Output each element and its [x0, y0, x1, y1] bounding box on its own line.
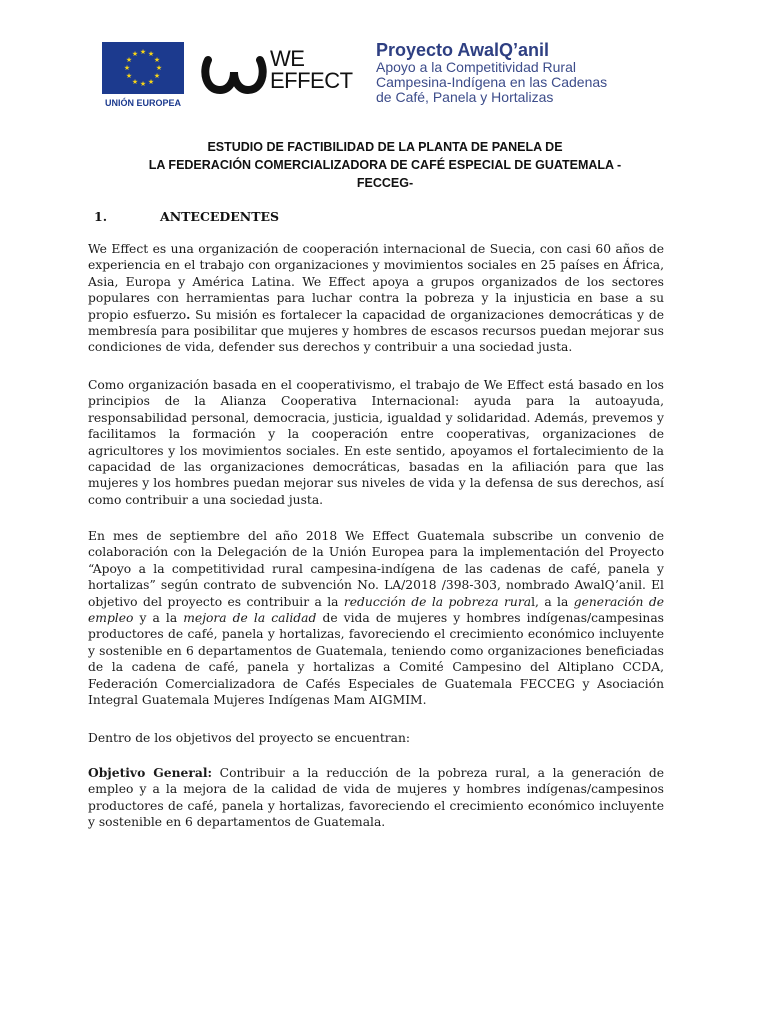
paragraph-3-italic-1: reducción de la pobreza rura — [343, 594, 532, 609]
svg-text:★: ★ — [131, 78, 139, 86]
svg-text:★: ★ — [155, 64, 163, 72]
paragraph-5 — [88, 765, 664, 831]
paragraph-1-dot: . — [186, 306, 191, 322]
svg-text:★: ★ — [153, 56, 161, 64]
section-title: ANTECEDENTES — [160, 209, 280, 224]
eu-stars-icon — [102, 42, 184, 94]
svg-text:★: ★ — [125, 72, 133, 80]
svg-text:★: ★ — [147, 78, 155, 86]
svg-text:★: ★ — [123, 64, 131, 72]
we-effect-mark-icon — [200, 50, 270, 98]
we-effect-line2: EFFECT — [270, 68, 353, 93]
svg-text:★: ★ — [125, 56, 133, 64]
title-line-1: ESTUDIO DE FACTIBILIDAD DE LA PLANTA DE PANELA DE — [207, 140, 563, 154]
svg-text:★: ★ — [131, 50, 139, 58]
we-effect-line1: WE — [270, 46, 305, 71]
eu-logo — [100, 40, 186, 110]
section-heading — [94, 209, 279, 224]
title-line-3: FECCEG- — [356, 176, 414, 190]
svg-text:★: ★ — [153, 72, 161, 80]
paragraph-1-text-b: Su misión es fortalecer la capacidad de organizaciones democráticas y de membresía para posibilitar que mujeres y hombres de escasos recursos puedan mejorar sus condiciones de vida, defender sus derechos y contribuir a una sociedad justa. — [88, 307, 664, 355]
project-subtitle-2: Campesina-Indígena en las Cadenas — [376, 74, 608, 90]
section-number: 1. — [94, 209, 108, 224]
project-title: Proyecto AwalQ’anil — [376, 40, 550, 60]
paragraph-1-text-a: We Effect es una organización de cooperación internacional de Suecia, con casi 60 años de experiencia en el trabajo con organizaciones y movimientos sociales en 25 países en África, Asia, Europa y América Latina. We Effect apoya a grupos organizados de los sectores populares con herramientas para luchar contra la pobreza y la injusticia en base a su propio esfuerzo — [88, 242, 664, 322]
paragraph-3-text-c: y a la — [133, 611, 184, 626]
project-subtitle-1: Apoyo a la Competitividad Rural — [376, 59, 576, 75]
paragraph-3 — [88, 528, 664, 708]
document-title — [90, 138, 680, 192]
svg-text:★: ★ — [147, 50, 155, 58]
objective-label: Objetivo General: — [88, 765, 213, 780]
project-block — [376, 40, 666, 105]
paragraph-3-italic-3: mejora de la calidad — [183, 611, 317, 626]
we-effect-wordmark — [270, 48, 353, 92]
we-effect-logo — [200, 46, 360, 100]
eu-label: UNIÓN EUROPEA — [104, 98, 181, 108]
title-line-2: LA FEDERACIÓN COMERCIALIZADORA DE CAFÉ ESPECIAL DE GUATEMALA - — [148, 158, 622, 172]
paragraph-3-text-a: En mes de septiembre del año 2018 We Effect Guatemala subscribe un convenio de colaboración con la Delegación de la Unión Europea para la implementación del Proyecto “Apoyo a la competitividad rural campesina-indígena de las cadenas de café, panela y hortalizas” según contrato de subvención No. LA/2018 /398-303, nombrado AwalQ’anil. El objetivo del proyecto es contribuir a la — [88, 529, 664, 609]
svg-text:★: ★ — [139, 80, 147, 88]
objective-text: Contribuir a la reducción de la pobreza rural, a la generación de empleo y a la mejora de la calidad de vida de mujeres y hombres indígenas/campesinos productores de café, panela y hortalizas, favoreciendo el crecimiento económico incluyente y sostenible en 6 departamentos de Guatemala. — [88, 766, 664, 830]
paragraph-3-text-d: de vida de mujeres y hombres indígenas/campesinas productores de café, panela y hortalizas, favoreciendo el crecimiento económico incluyente y sostenible en 6 departamentos de Guatemala, teniendo como organizaciones beneficiadas de la cadena de café, panela y hortalizas a Comité Campesino del Altiplano CCDA, Federación Comercializadora de Cafés Especiales de Guatemala FECCEG y Asociación Integral Guatemala Mujeres Indígenas Mam AIGMIM. — [88, 611, 664, 708]
paragraph-1 — [88, 241, 664, 356]
paragraph-4: Dentro de los objetivos del proyecto se encuentran: — [88, 731, 411, 745]
paragraph-3-italic-2: generación de empleo — [88, 594, 664, 626]
svg-text:★: ★ — [139, 48, 147, 56]
paragraph-3-text-b: l, a la — [531, 594, 574, 609]
page-header — [100, 40, 660, 112]
project-subtitle-3: de Café, Panela y Hortalizas — [376, 89, 554, 105]
eu-flag-icon — [102, 42, 184, 94]
paragraph-2: Como organización basada en el cooperativismo, el trabajo de We Effect está basado en los principios de la Alianza Cooperativa Internacional: ayuda para la autoayuda, responsabilidad personal, democracia, justicia, igualdad y solidaridad. Además, prevemos y facilitamos la formación y la cooperación entre cooperativas, organizaciones de agricultores y los movimientos sociales. En este sentido, apoyamos el fortalecimiento de la capacidad de las organizaciones democráticas, basadas en la afiliación para que las mujeres y los hombres puedan mejorar sus niveles de vida y la defensa de sus derechos, así como contribuir a una sociedad justa. — [88, 378, 664, 507]
